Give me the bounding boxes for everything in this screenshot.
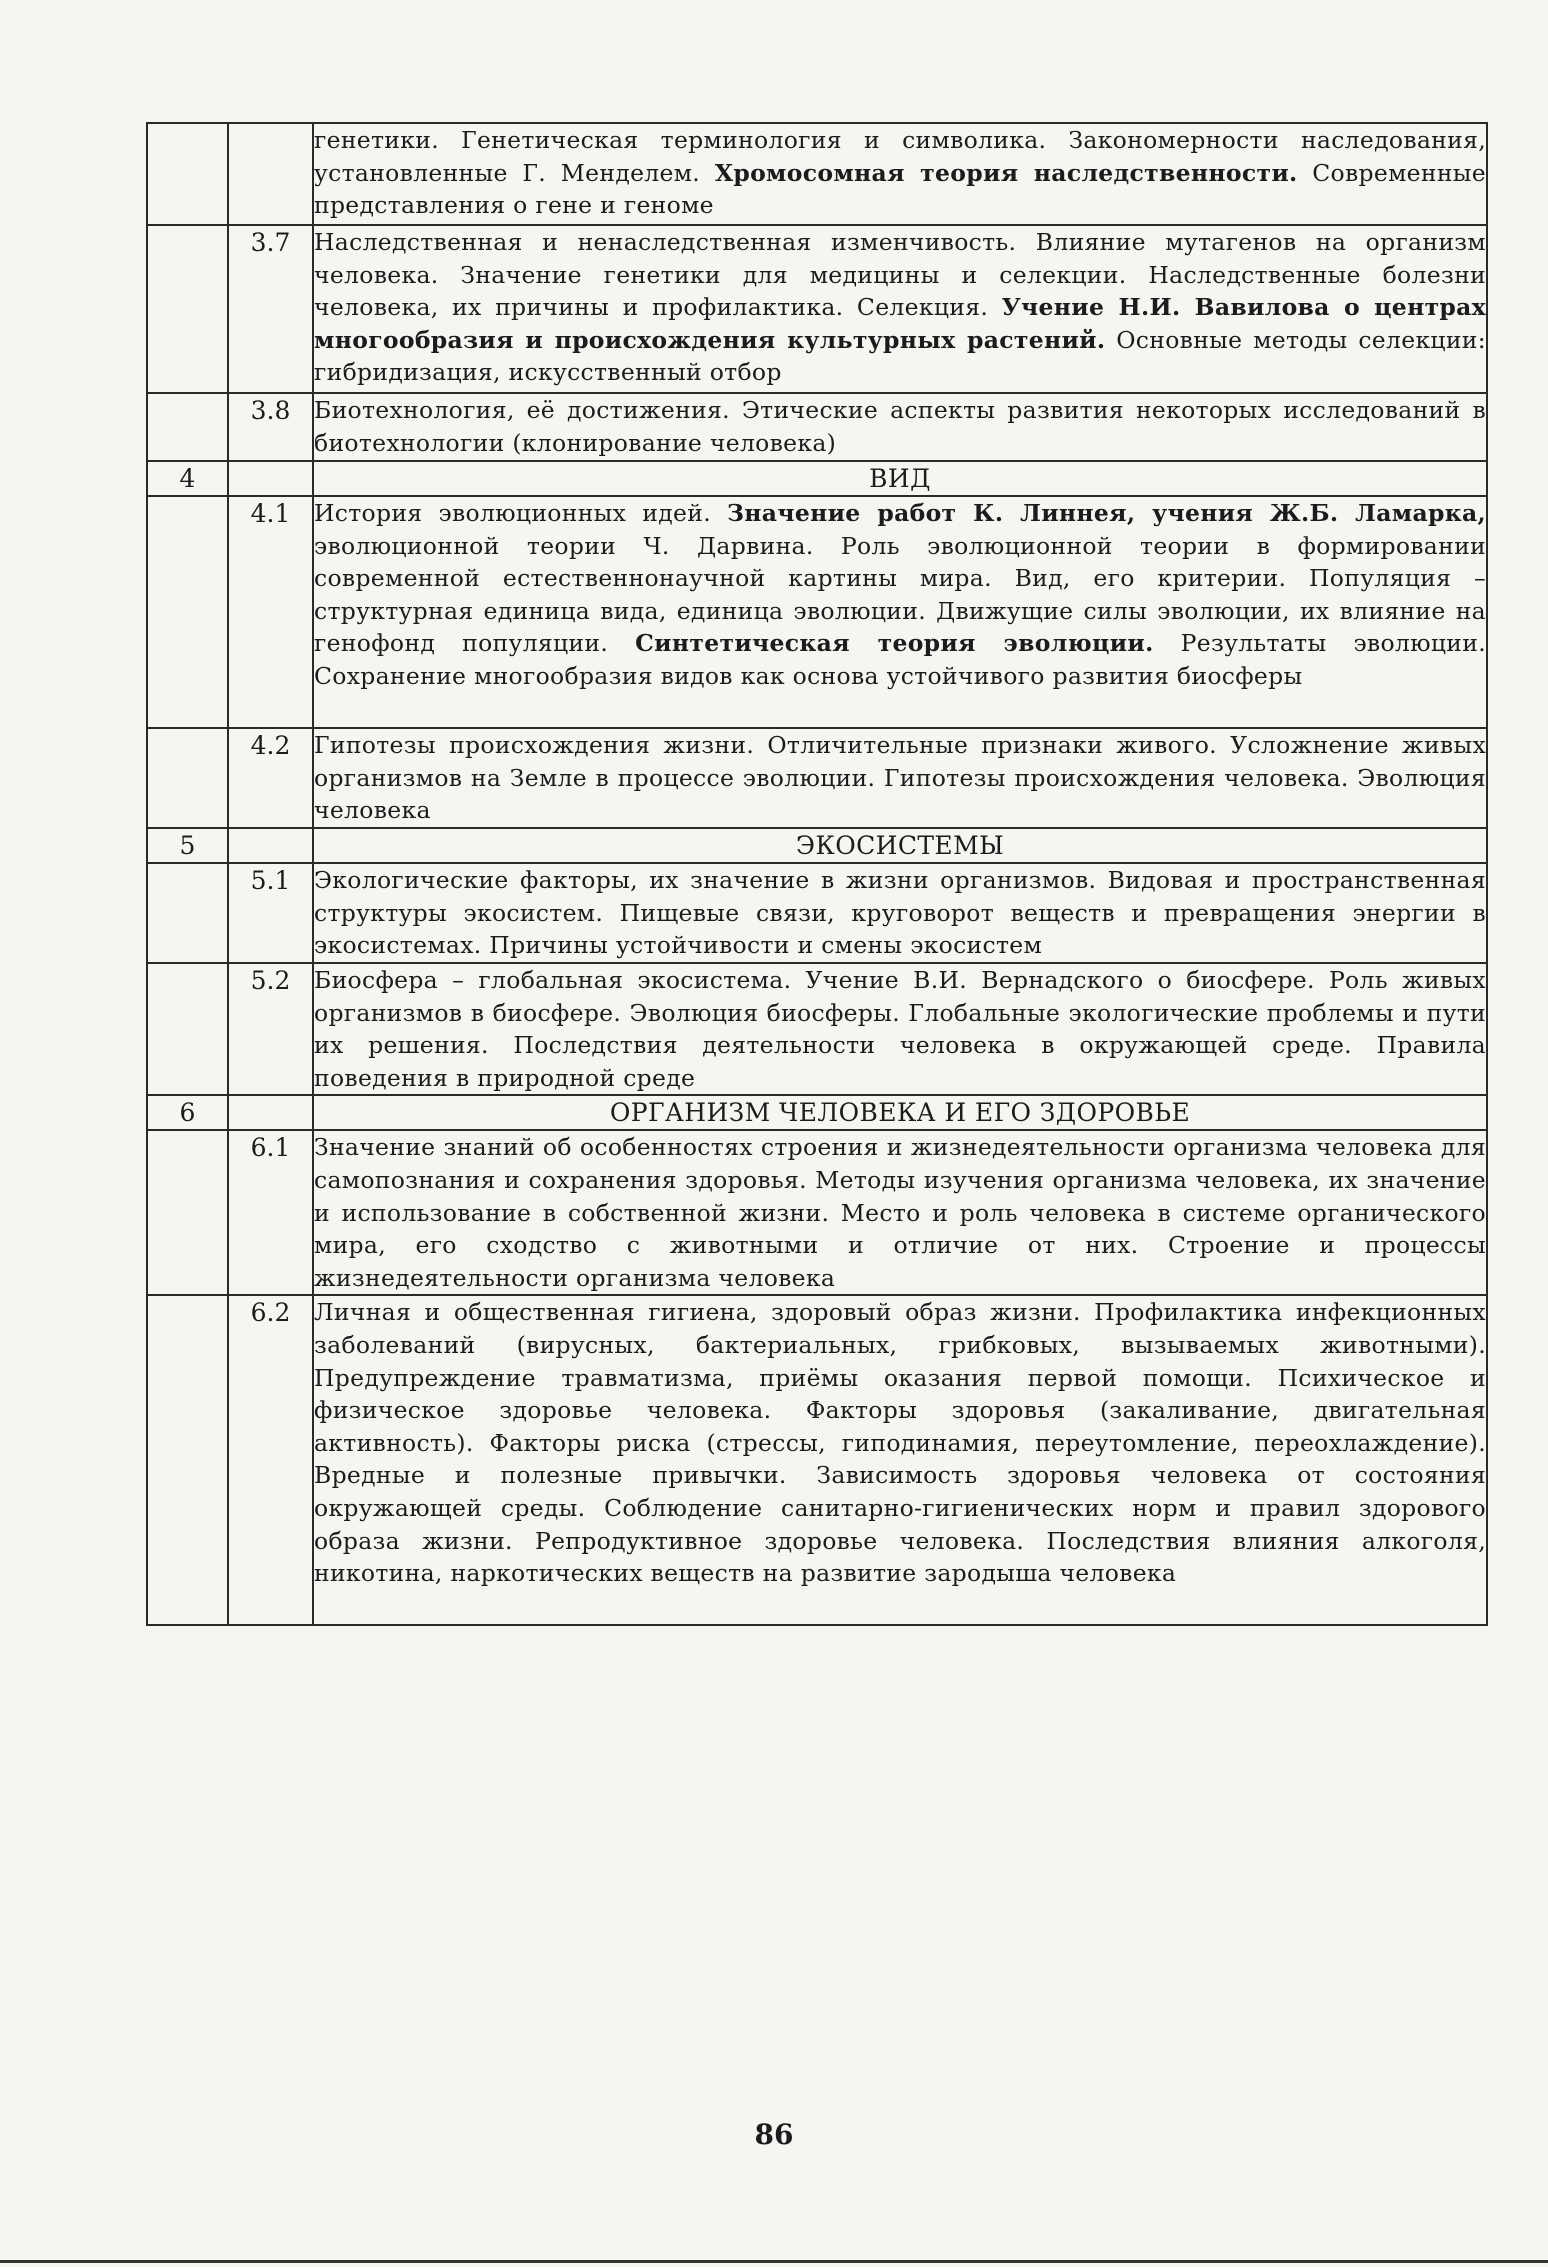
section-number-cell (147, 123, 228, 225)
topic-number: 3.7 (228, 225, 313, 393)
topic-number (228, 828, 313, 863)
section-header-row (147, 461, 1487, 496)
topic-number: 4.2 (228, 728, 313, 828)
section-number-cell (147, 963, 228, 1095)
table-row (147, 863, 1487, 963)
section-number-cell (147, 496, 228, 728)
table-row (147, 963, 1487, 1095)
topic-description: Биосфера – глобальная экосистема. Учение В.И. Вернадского о биосфере. Роль живых организмов в биосфере. Эволюция биосферы. Глобальные экологические проблемы и пути их решения. Последствия деятельности человека в окружающей среде. Правила поведения в природной среде (313, 963, 1487, 1095)
topic-number: 5.1 (228, 863, 313, 963)
bottom-rule (0, 2260, 1548, 2263)
section-number-cell (147, 1130, 228, 1295)
section-number-cell (147, 863, 228, 963)
table-row (147, 1130, 1487, 1295)
topic-number (228, 1095, 313, 1130)
topic-description: Гипотезы происхождения жизни. Отличительные признаки живого. Усложнение живых организмов на Земле в процессе эволюции. Гипотезы происхождения человека. Эволюция человека (313, 728, 1487, 828)
topic-number: 6.1 (228, 1130, 313, 1295)
section-title: ВИД (313, 461, 1487, 496)
codifier-table (146, 122, 1488, 1626)
topic-description: Личная и общественная гигиена, здоровый образ жизни. Профилактика инфекционных заболеваний (вирусных, бактериальных, грибковых, вызываемых животными). Предупреждение травматизма, приёмы оказания первой помощи. Психическое и физическое здоровье человека. Факторы здоровья (закаливание, двигательная активность). Факторы риска (стрессы, гиподинамия, переутомление, переохлаждение). Вредные и полезные привычки. Зависимость здоровья человека от состояния окружающей среды. Соблюдение санитарно-гигиенических норм и правил здорового образа жизни. Репродуктивное здоровье человека. Последствия влияния алкоголя, никотина, наркотических веществ на развитие зародыша человека (313, 1295, 1487, 1625)
table-row (147, 1295, 1487, 1625)
topic-number (228, 461, 313, 496)
table-row (147, 496, 1487, 728)
section-header-row (147, 1095, 1487, 1130)
section-number-cell (147, 393, 228, 461)
section-number: 5 (147, 828, 228, 863)
topic-description: Экологические факторы, их значение в жизни организмов. Видовая и пространственная структуры экосистем. Пищевые связи, круговорот веществ и превращения энергии в экосистемах. Причины устойчивости и смены экосистем (313, 863, 1487, 963)
section-title: ОРГАНИЗМ ЧЕЛОВЕКА И ЕГО ЗДОРОВЬЕ (313, 1095, 1487, 1130)
page-number: 86 (754, 2118, 794, 2151)
section-number-cell (147, 728, 228, 828)
table-row (147, 123, 1487, 225)
topic-description: История эволюционных идей. Значение работ К. Линнея, учения Ж.Б. Ламарка, эволюционной теории Ч. Дарвина. Роль эволюционной теории в формировании современной естественнонаучной картины мира. Вид, его критерии. Популяция – структурная единица вида, единица эволюции. Движущие силы эволюции, их влияние на генофонд популяции. Синтетическая теория эволюции. Результаты эволюции. Сохранение многообразия видов как основа устойчивого развития биосферы (313, 496, 1487, 728)
section-number-cell (147, 225, 228, 393)
section-number: 4 (147, 461, 228, 496)
table-row (147, 728, 1487, 828)
topic-number (228, 123, 313, 225)
topic-number: 4.1 (228, 496, 313, 728)
topic-number: 3.8 (228, 393, 313, 461)
table-row (147, 393, 1487, 461)
section-header-row (147, 828, 1487, 863)
topic-number: 5.2 (228, 963, 313, 1095)
section-number-cell (147, 1295, 228, 1625)
topic-number: 6.2 (228, 1295, 313, 1625)
topic-description: Значение знаний об особенностях строения и жизнедеятельности организма человека для самопознания и сохранения здоровья. Методы изучения организма человека, их значение и использование в собственной жизни. Место и роль человека в системе органического мира, его сходство с животными и отличие от них. Строение и процессы жизнедеятельности организма человека (313, 1130, 1487, 1295)
table-row (147, 225, 1487, 393)
section-number: 6 (147, 1095, 228, 1130)
topic-description: Наследственная и ненаследственная изменчивость. Влияние мутагенов на организм человека. Значение генетики для медицины и селекции. Наследственные болезни человека, их причины и профилактика. Селекция. Учение Н.И. Вавилова о центрах многообразия и происхождения культурных растений. Основные методы селекции: гибридизация, искусственный отбор (313, 225, 1487, 393)
topic-description: генетики. Генетическая терминология и символика. Закономерности наследования, установленные Г. Менделем. Хромосомная теория наследственности. Современные представления о гене и геноме (313, 123, 1487, 225)
section-title: ЭКОСИСТЕМЫ (313, 828, 1487, 863)
topic-description: Биотехнология, её достижения. Этические аспекты развития некоторых исследований в биотехнологии (клонирование человека) (313, 393, 1487, 461)
